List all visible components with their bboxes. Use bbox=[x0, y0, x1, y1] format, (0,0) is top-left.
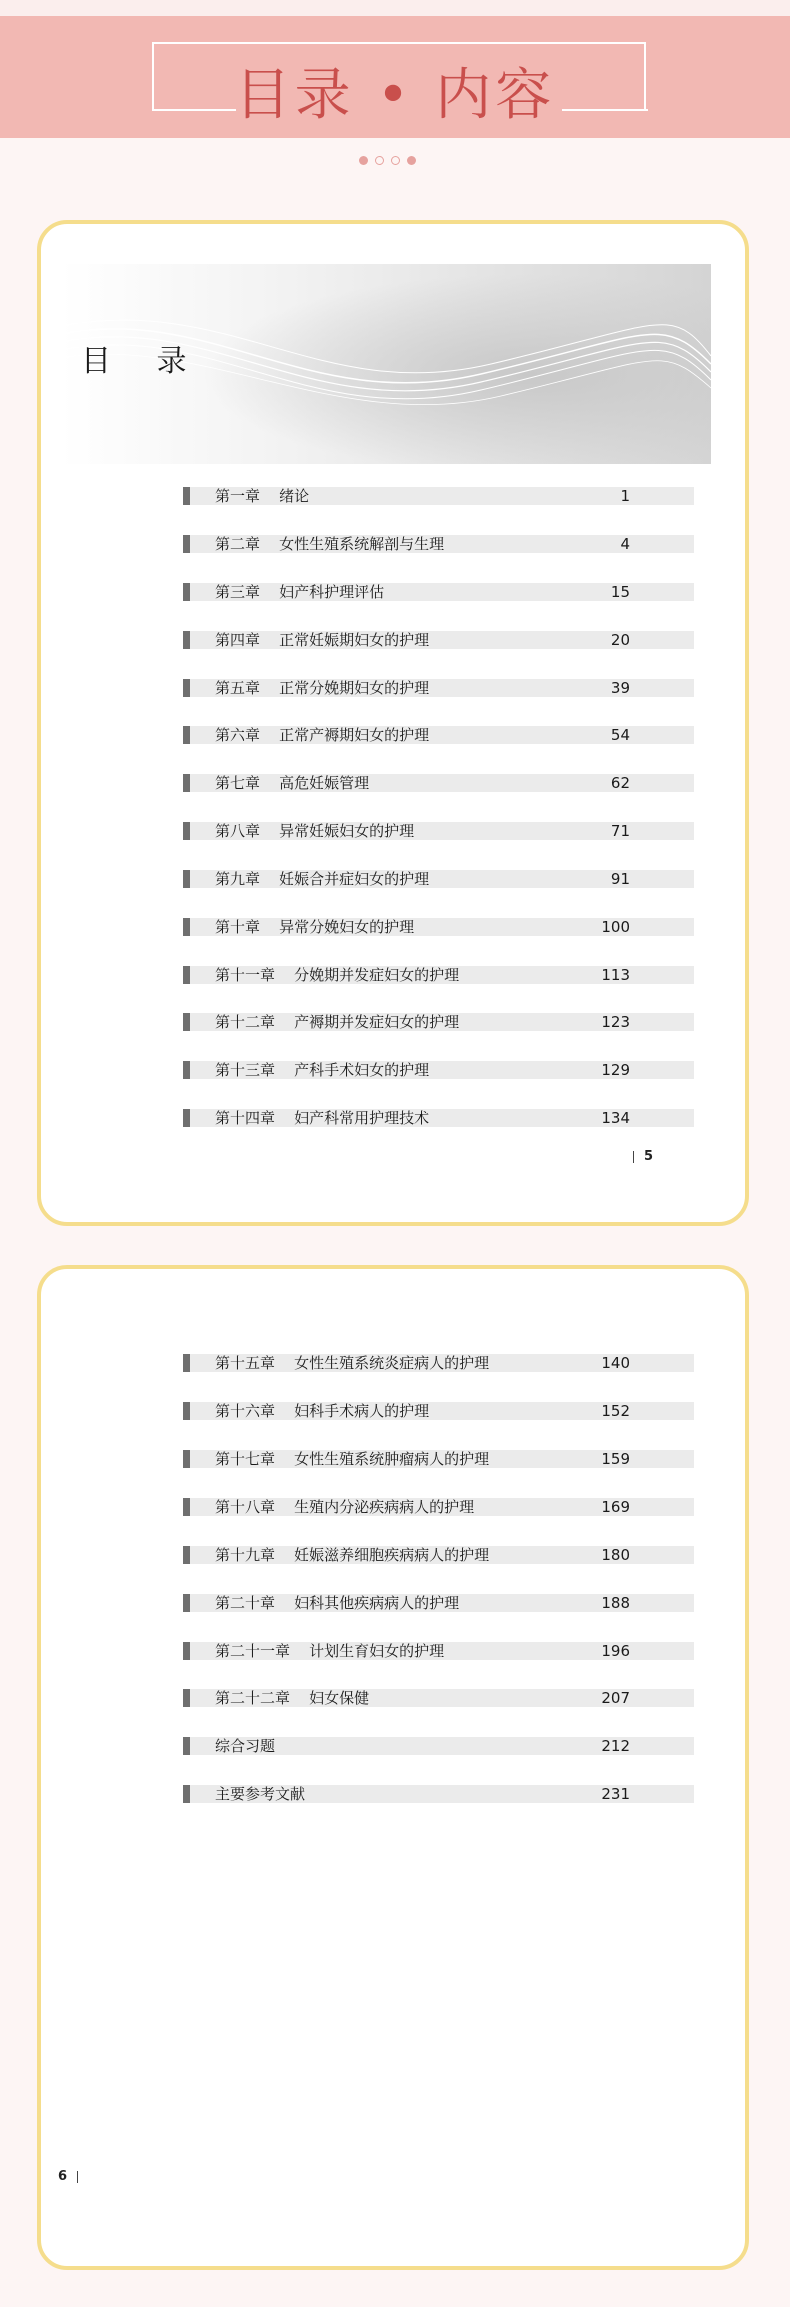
entry-title: 第十八章 生殖内分泌疾病病人的护理 bbox=[215, 1498, 475, 1516]
pagination-dots bbox=[359, 156, 416, 165]
toc-entry[interactable] bbox=[183, 870, 694, 888]
toc-entry[interactable] bbox=[183, 1737, 694, 1755]
toc-entry[interactable] bbox=[183, 535, 694, 553]
entry-page: 71 bbox=[610, 822, 630, 840]
entry-page: 231 bbox=[601, 1785, 630, 1803]
page-number-separator bbox=[633, 1151, 634, 1163]
entry-page: 152 bbox=[601, 1402, 630, 1420]
toc-entry[interactable] bbox=[183, 1354, 694, 1372]
entry-title: 第十七章 女性生殖系统肿瘤病人的护理 bbox=[215, 1450, 490, 1468]
entry-page: 207 bbox=[601, 1689, 630, 1707]
entry-title: 第六章 正常产褥期妇女的护理 bbox=[215, 726, 430, 744]
entry-page: 196 bbox=[601, 1642, 630, 1660]
dot-1 bbox=[359, 156, 368, 165]
page-title: 目录 • 内容 bbox=[234, 63, 556, 128]
entry-title: 第十五章 女性生殖系统炎症病人的护理 bbox=[215, 1354, 490, 1372]
entry-title: 第四章 正常妊娠期妇女的护理 bbox=[215, 631, 430, 649]
entry-marker bbox=[183, 870, 190, 888]
toc-entry[interactable] bbox=[183, 1594, 694, 1612]
toc-entry[interactable] bbox=[183, 583, 694, 601]
entry-marker bbox=[183, 726, 190, 744]
dot-2 bbox=[375, 156, 384, 165]
page-number bbox=[623, 1149, 653, 1164]
entry-marker bbox=[183, 1689, 190, 1707]
entry-page: 62 bbox=[610, 774, 630, 792]
entry-marker bbox=[183, 631, 190, 649]
entry-marker bbox=[183, 1785, 190, 1803]
entry-page: 212 bbox=[601, 1737, 630, 1755]
toc-entry[interactable] bbox=[183, 487, 694, 505]
entry-title: 第七章 高危妊娠管理 bbox=[215, 774, 370, 792]
entry-title: 第九章 妊娠合并症妇女的护理 bbox=[215, 870, 430, 888]
entry-title: 第二十二章 妇女保健 bbox=[215, 1689, 370, 1707]
entry-title: 第二章 女性生殖系统解剖与生理 bbox=[215, 535, 445, 553]
entry-page: 20 bbox=[610, 631, 630, 649]
toc-entry[interactable] bbox=[183, 1689, 694, 1707]
entry-title: 主要参考文献 bbox=[215, 1785, 306, 1803]
entry-page: 113 bbox=[601, 966, 630, 984]
toc-entry[interactable] bbox=[183, 774, 694, 792]
entry-marker bbox=[183, 1402, 190, 1420]
entry-page: 1 bbox=[620, 487, 630, 505]
entry-marker bbox=[183, 822, 190, 840]
entry-page: 54 bbox=[610, 726, 630, 744]
entry-marker bbox=[183, 1594, 190, 1612]
entry-marker bbox=[183, 1061, 190, 1079]
entry-page: 140 bbox=[601, 1354, 630, 1372]
entry-title: 第二十章 妇科其他疾病病人的护理 bbox=[215, 1594, 460, 1612]
entry-page: 100 bbox=[601, 918, 630, 936]
entry-page: 123 bbox=[601, 1013, 630, 1031]
toc-entry[interactable] bbox=[183, 966, 694, 984]
entry-page: 169 bbox=[601, 1498, 630, 1516]
entry-marker bbox=[183, 1013, 190, 1031]
toc-entry[interactable] bbox=[183, 1785, 694, 1803]
entry-title: 第十四章 妇产科常用护理技术 bbox=[215, 1109, 430, 1127]
entry-marker bbox=[183, 1450, 190, 1468]
page-number-separator bbox=[77, 2171, 78, 2183]
entry-title: 第十三章 产科手术妇女的护理 bbox=[215, 1061, 430, 1079]
toc-entry[interactable] bbox=[183, 679, 694, 697]
page-number-value: 6 bbox=[58, 2169, 68, 2184]
entry-title: 综合习题 bbox=[215, 1737, 276, 1755]
entry-marker bbox=[183, 487, 190, 505]
entry-page: 39 bbox=[610, 679, 630, 697]
entry-marker bbox=[183, 1354, 190, 1372]
entry-marker bbox=[183, 1109, 190, 1127]
entry-page: 180 bbox=[601, 1546, 630, 1564]
entry-marker bbox=[183, 583, 190, 601]
toc-entry[interactable] bbox=[183, 1109, 694, 1127]
toc-entry[interactable] bbox=[183, 1013, 694, 1031]
toc-entry[interactable] bbox=[183, 822, 694, 840]
toc-entry[interactable] bbox=[183, 631, 694, 649]
entry-title: 第十二章 产褥期并发症妇女的护理 bbox=[215, 1013, 460, 1031]
entry-title: 第三章 妇产科护理评估 bbox=[215, 583, 385, 601]
top-strip bbox=[0, 0, 790, 16]
entry-marker bbox=[183, 1642, 190, 1660]
entry-marker bbox=[183, 966, 190, 984]
toc-entry[interactable] bbox=[183, 1498, 694, 1516]
dot-4 bbox=[407, 156, 416, 165]
entry-marker bbox=[183, 1737, 190, 1755]
entry-page: 4 bbox=[620, 535, 630, 553]
entry-title: 第八章 异常妊娠妇女的护理 bbox=[215, 822, 415, 840]
toc-page-1 bbox=[37, 220, 749, 1226]
entry-title: 第二十一章 计划生育妇女的护理 bbox=[215, 1642, 445, 1660]
entry-marker bbox=[183, 1546, 190, 1564]
entry-title: 第五章 正常分娩期妇女的护理 bbox=[215, 679, 430, 697]
entry-title: 第十九章 妊娠滋养细胞疾病病人的护理 bbox=[215, 1546, 490, 1564]
entry-marker bbox=[183, 679, 190, 697]
toc-entry[interactable] bbox=[183, 1546, 694, 1564]
entry-title: 第一章 绪论 bbox=[215, 487, 310, 505]
entry-page: 159 bbox=[601, 1450, 630, 1468]
dot-3 bbox=[391, 156, 400, 165]
entry-title: 第十六章 妇科手术病人的护理 bbox=[215, 1402, 430, 1420]
entry-page: 134 bbox=[601, 1109, 630, 1127]
entry-title: 第十章 异常分娩妇女的护理 bbox=[215, 918, 415, 936]
toc-entry[interactable] bbox=[183, 726, 694, 744]
toc-entry[interactable] bbox=[183, 1061, 694, 1079]
entry-marker bbox=[183, 535, 190, 553]
toc-entry[interactable] bbox=[183, 1642, 694, 1660]
entry-page: 15 bbox=[610, 583, 630, 601]
page-number bbox=[58, 2169, 88, 2184]
entry-title: 第十一章 分娩期并发症妇女的护理 bbox=[215, 966, 460, 984]
toc-entry[interactable] bbox=[183, 1402, 694, 1420]
toc-entry[interactable] bbox=[183, 918, 694, 936]
toc-heading: 目 录 bbox=[81, 344, 205, 379]
toc-page-2 bbox=[37, 1265, 749, 2270]
toc-entry[interactable] bbox=[183, 1450, 694, 1468]
entry-marker bbox=[183, 774, 190, 792]
entry-page: 129 bbox=[601, 1061, 630, 1079]
entry-marker bbox=[183, 918, 190, 936]
entry-page: 91 bbox=[610, 870, 630, 888]
entry-page: 188 bbox=[601, 1594, 630, 1612]
entry-marker bbox=[183, 1498, 190, 1516]
page-number-value: 5 bbox=[643, 1149, 653, 1164]
